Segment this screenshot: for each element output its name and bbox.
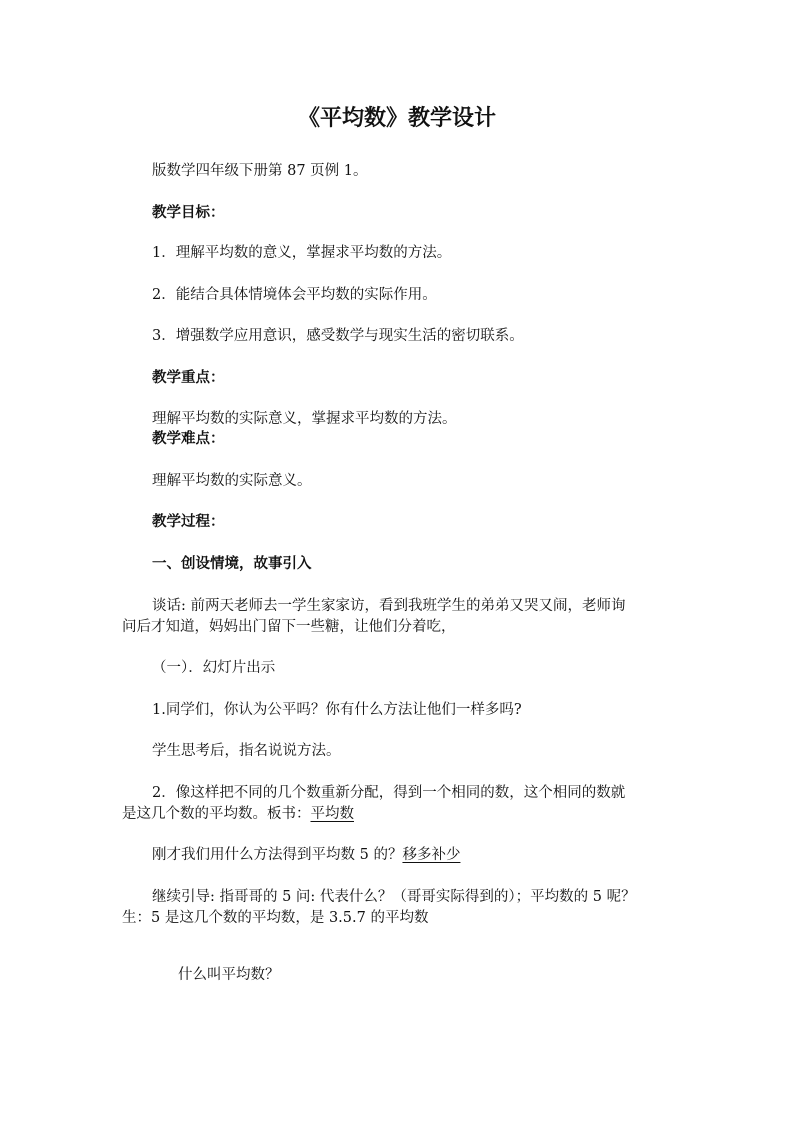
board-writing-average: 平均数 bbox=[310, 806, 354, 822]
process-heading: 教学过程： bbox=[152, 513, 225, 530]
paragraph-3-question: 刚才我们用什么方法得到平均数 5 的？ bbox=[152, 847, 403, 863]
difficulty-text: 理解平均数的实际意义。 bbox=[152, 473, 312, 489]
paragraph-3 bbox=[152, 846, 460, 864]
paragraph-2-line-1: 2．像这样把不同的几个数重新分配，得到一个相同的数，这个相同的数就 bbox=[152, 785, 626, 801]
paragraph-4-line-1: 继续引导: 指哥哥的 5 问: 代表什么？（哥哥实际得到的）；平均数的 5 呢？ bbox=[152, 889, 636, 905]
final-question: 什么叫平均数？ bbox=[178, 967, 280, 983]
goal-item-2: 2．能结合具体情境体会平均数的实际作用。 bbox=[152, 287, 437, 303]
slide-heading: （一）．幻灯片出示 bbox=[152, 660, 276, 676]
document-title: 《平均数》教学设计 bbox=[297, 105, 496, 131]
story-line-1: 谈话: 前两天老师去一学生家家访，看到我班学生的弟弟又哭又闹，老师询 bbox=[152, 598, 626, 614]
key-text: 理解平均数的实际意义，掌握求平均数的方法。 bbox=[152, 411, 457, 427]
question-1-answer: 学生思考后，指名说说方法。 bbox=[152, 743, 341, 759]
goal-item-1: 1．理解平均数的意义，掌握求平均数的方法。 bbox=[152, 245, 452, 261]
difficulty-heading: 教学难点： bbox=[152, 430, 225, 447]
goal-item-3: 3．增强数学应用意识，感受数学与现实生活的密切联系。 bbox=[152, 328, 524, 344]
intro-text: 版数学四年级下册第 87 页例 1。 bbox=[152, 163, 368, 179]
key-heading: 教学重点： bbox=[152, 369, 225, 386]
story-line-2: 问后才知道，妈妈出门留下一些糖，让他们分着吃， bbox=[122, 619, 456, 635]
section1-heading: 一、创设情境，故事引入 bbox=[152, 555, 312, 572]
paragraph-2-prefix: 是这几个数的平均数。板书： bbox=[122, 806, 311, 822]
paragraph-4-line-2: 生：5 是这几个数的平均数，是 3.5.7 的平均数 bbox=[122, 910, 429, 926]
question-1: 1.同学们，你认为公平吗？你有什么方法让他们一样多吗? bbox=[152, 702, 522, 718]
paragraph-2-line-2 bbox=[122, 805, 354, 823]
paragraph-3-answer: 移多补少 bbox=[402, 847, 461, 863]
goals-heading: 教学目标： bbox=[152, 204, 225, 221]
